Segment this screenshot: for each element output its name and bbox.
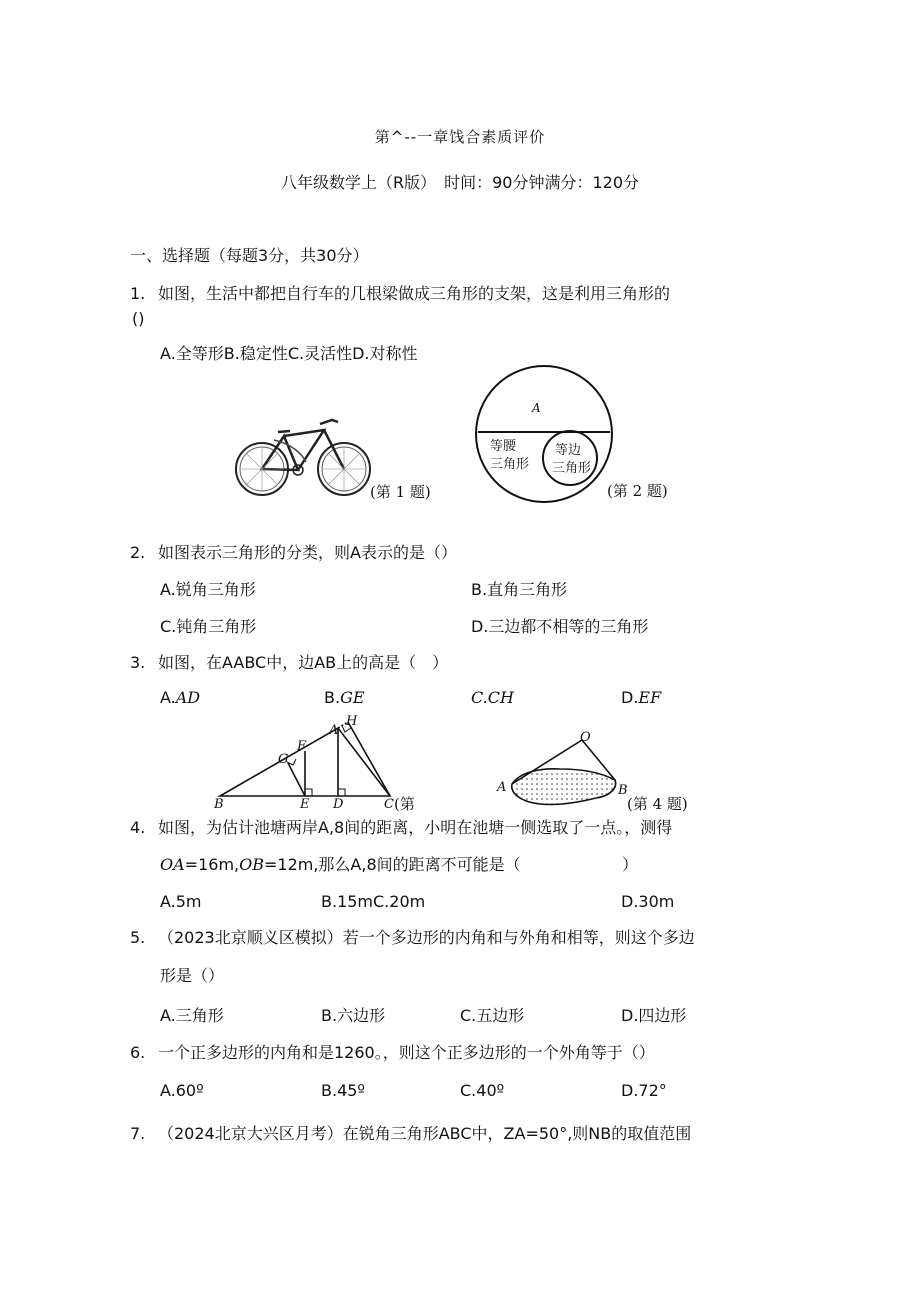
q3-option-d: D.EF <box>621 688 662 707</box>
bicycle-figure <box>232 414 372 502</box>
q2-option-d: D.三边都不相等的三角形 <box>471 617 649 636</box>
fig3-caption: (第 <box>394 795 415 813</box>
q3-text: 如图，在AABC中，边AB上的高是（ ） <box>158 653 449 672</box>
q6-option-d: D.72° <box>621 1081 667 1100</box>
fig3-label-e: E <box>300 797 310 812</box>
q5-text: （2023北京顺义区模拟）若一个多边形的内角和与外角和相等，则这个多边 <box>158 928 695 947</box>
q4-close-paren: ） <box>622 855 639 874</box>
fig4-label-b: B <box>618 783 628 798</box>
q4-number: 4. <box>130 818 146 837</box>
pond-figure <box>500 732 630 812</box>
q5-number: 5. <box>130 928 146 947</box>
q5-option-c: C.五边形 <box>460 1006 525 1025</box>
fig3-label-d: D <box>333 797 344 812</box>
fig2-isosceles-1: 等腰 <box>490 439 517 454</box>
q1-paren: () <box>132 309 145 328</box>
q6-text: 一个正多边形的内角和是1260。，则这个正多边形的一个外角等于（） <box>158 1043 655 1062</box>
fig4-label-o: O <box>580 730 591 745</box>
q3-option-a: A.AD <box>160 688 201 707</box>
page-title: 第^--一章饯合素质评价 <box>374 128 546 146</box>
q7-text: （2024北京大兴区月考）在锐角三角形ABC中，ZA=50°,则NB的取值范围 <box>158 1124 692 1143</box>
q4-text-line2: OA=16m,OB=12m,那么A,8间的距离不可能是（ <box>160 855 521 874</box>
q6-number: 6. <box>130 1043 146 1062</box>
q7-number: 7. <box>130 1124 146 1143</box>
page-subtitle: 八年级数学上（R版） 时间：90分钟满分：120分 <box>280 173 640 192</box>
triangle-altitudes-figure <box>210 716 410 806</box>
outer-circle <box>476 366 612 502</box>
q5-option-a: A.三角形 <box>160 1006 224 1025</box>
q1-options: A.全等形B.稳定性C.灵活性D.对称性 <box>160 344 418 363</box>
fig2-caption: (第 2 题) <box>607 482 668 500</box>
q2-number: 2. <box>130 543 146 562</box>
q4-option-bc: B.15mC.20m <box>321 892 426 911</box>
fig4-caption: (第 4 题) <box>627 795 688 813</box>
section-heading: 一、选择题（每题3分，共30分） <box>130 246 369 265</box>
fig1-caption: (第 1 题) <box>370 483 431 501</box>
fig3-label-f: F <box>297 739 307 754</box>
q5-option-d: D.四边形 <box>621 1006 687 1025</box>
segment-ch <box>348 722 390 796</box>
fig3-label-a: A <box>329 723 339 738</box>
q2-option-b: B.直角三角形 <box>471 580 568 599</box>
fig3-label-b: B <box>214 797 224 812</box>
segment-ge <box>288 763 305 796</box>
fig3-label-g: G <box>278 752 289 767</box>
q4-text: 如图，为估计池塘两岸A,8间的距离，小明在池塘一侧选取了一点。，测得 <box>158 818 673 837</box>
q3-number: 3. <box>130 653 146 672</box>
q5-option-b: B.六边形 <box>321 1006 386 1025</box>
fig2-equilateral-2: 三角形 <box>552 461 592 476</box>
q2-option-a: A.锐角三角形 <box>160 580 256 599</box>
q1-number: 1. <box>130 284 146 303</box>
q3-option-c: C.CH <box>471 688 514 707</box>
q4-option-a: A.5m <box>160 892 202 911</box>
fig3-label-h: H <box>346 714 358 729</box>
fig4-label-a: A <box>497 780 507 795</box>
q6-option-b: B.45º <box>321 1081 365 1100</box>
fig2-equilateral-1: 等边 <box>555 443 582 458</box>
q5-text-line2: 形是（） <box>160 966 225 985</box>
fig2-isosceles-2: 三角形 <box>490 457 530 472</box>
q1-text: 如图，生活中都把自行车的几根梁做成三角形的支架，这是利用三角形的 <box>158 284 671 303</box>
q3-option-b: B.GE <box>324 688 365 707</box>
fig3-label-c: C <box>384 797 394 812</box>
q6-option-a: A.60º <box>160 1081 204 1100</box>
q2-text: 如图表示三角形的分类，则A表示的是（） <box>158 543 457 562</box>
q6-option-c: C.40º <box>460 1081 505 1100</box>
q4-option-d: D.30m <box>621 892 675 911</box>
triangle-classification-figure <box>474 364 614 504</box>
q2-option-c: C.钝角三角形 <box>160 617 257 636</box>
fig2-label-a: A <box>532 401 541 415</box>
